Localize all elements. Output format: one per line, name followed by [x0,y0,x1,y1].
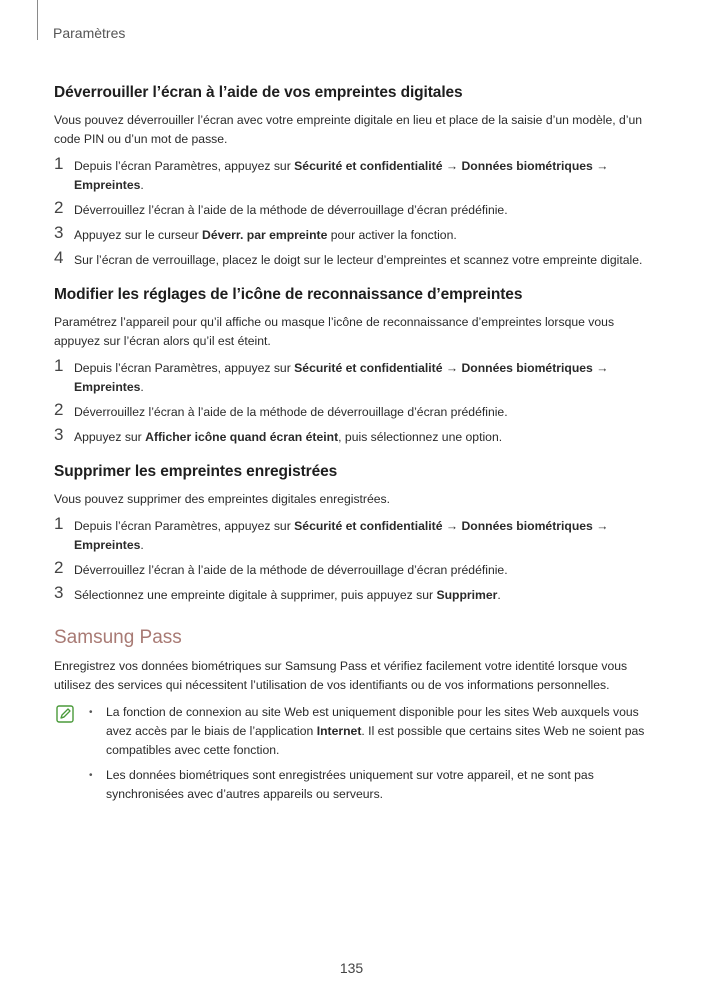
note-pencil-icon [56,705,74,723]
note-item: • La fonction de connexion au site Web est uniquement disponible pour les sites Web auxquels vous avez accès par le biais de l’application Internet. Il est possible que certains sites Web ne soient pas compatibles avec cette fonction. [106,703,648,760]
section-intro: Vous pouvez déverrouiller l’écran avec votre empreinte digitale en lieu et place de la saisie d’un modèle, d’un code PIN ou d’un mot de passe. [54,113,643,146]
section-intro: Paramétrez l’appareil pour qu’il affiche ou masque l’icône de reconnaissance d’empreintes lorsque vous appuyez sur l’écran alors qu’il est éteint. [54,315,615,348]
step-number: 3 [54,425,64,444]
section-samsung-pass [54,627,648,804]
page-content [54,84,648,810]
menu-path-fingerprints: Empreintes [74,178,141,192]
running-header: Paramètres [53,25,126,41]
step-number: 3 [54,583,64,602]
step-item: 3 Sélectionnez une empreinte digitale à supprimer, puis appuyez sur Supprimer. [54,583,501,602]
step-number: 2 [54,558,64,577]
page-edge-rule [37,0,38,40]
steps-list [54,356,648,447]
menu-path-security: Sécurité et confidentialité [294,361,443,375]
page-number: 135 [339,960,364,976]
section-icon-settings [54,286,648,447]
note-item: • Les données biométriques sont enregistrées uniquement sur votre appareil, et ne sont pas synchronisées avec d’autres appareils ou serveurs. [106,766,648,804]
step-item: 3 Appuyez sur Afficher icône quand écran éteint, puis sélectionnez une option. [54,425,503,444]
step-number: 1 [54,356,64,375]
step-item: 1 Depuis l’écran Paramètres, appuyez sur Sécurité et confidentialité → Données biométriques → Empreintes. [54,356,609,394]
step-number: 4 [54,248,64,267]
menu-path-fingerprints: Empreintes [74,538,141,552]
steps-list [54,154,648,270]
step-number: 1 [54,154,64,173]
menu-path-security: Sécurité et confidentialité [294,159,443,173]
step-number: 1 [54,514,64,533]
step-item: 2 Déverrouillez l’écran à l’aide de la méthode de déverrouillage d’écran prédéfinie. [54,400,508,419]
app-name-internet: Internet [316,724,362,738]
menu-path-security: Sécurité et confidentialité [294,519,443,533]
samsung-pass-intro: Enregistrez vos données biométriques sur Samsung Pass et vérifiez facilement votre identité lorsque vous utilisez des services qui nécessitent l’utilisation de vos identifiants ou de vos informations personnelles. [54,659,628,692]
step-number: 2 [54,400,64,419]
note-list [106,703,648,804]
note-box [54,703,648,804]
step-item: 1 Depuis l’écran Paramètres, appuyez sur Sécurité et confidentialité → Données biométriques → Empreintes. [54,514,609,552]
step-item: 3 Appuyez sur le curseur Déverr. par empreinte pour activer la fonction. [54,223,457,242]
samsung-pass-title: Samsung Pass [54,627,182,648]
menu-path-fingerprints: Empreintes [74,380,141,394]
section-title: Déverrouiller l’écran à l’aide de vos empreintes digitales [54,84,463,101]
step-item: 1 Depuis l’écran Paramètres, appuyez sur Sécurité et confidentialité → Données biométriques → Empreintes. [54,154,609,192]
step-number: 2 [54,198,64,217]
menu-path-biometrics: Données biométriques [461,159,593,173]
steps-list [54,514,648,605]
step-number: 3 [54,223,64,242]
menu-path-biometrics: Données biométriques [461,361,593,375]
step-item: 4 Sur l’écran de verrouillage, placez le doigt sur le lecteur d’empreintes et scannez votre empreinte digitale. [54,248,643,267]
section-title: Supprimer les empreintes enregistrées [54,463,338,480]
step-item: 2 Déverrouillez l’écran à l’aide de la méthode de déverrouillage d’écran prédéfinie. [54,198,508,217]
section-delete-fingerprints [54,463,648,605]
setting-name: Déverr. par empreinte [202,228,328,242]
menu-path-biometrics: Données biométriques [461,519,593,533]
section-intro: Vous pouvez supprimer des empreintes digitales enregistrées. [54,492,391,506]
step-item: 2 Déverrouillez l’écran à l’aide de la méthode de déverrouillage d’écran prédéfinie. [54,558,508,577]
section-title: Modifier les réglages de l’icône de reconnaissance d’empreintes [54,286,523,303]
section-unlock-fingerprint [54,84,648,270]
setting-name: Afficher icône quand écran éteint [145,430,339,444]
setting-name: Supprimer [436,588,498,602]
